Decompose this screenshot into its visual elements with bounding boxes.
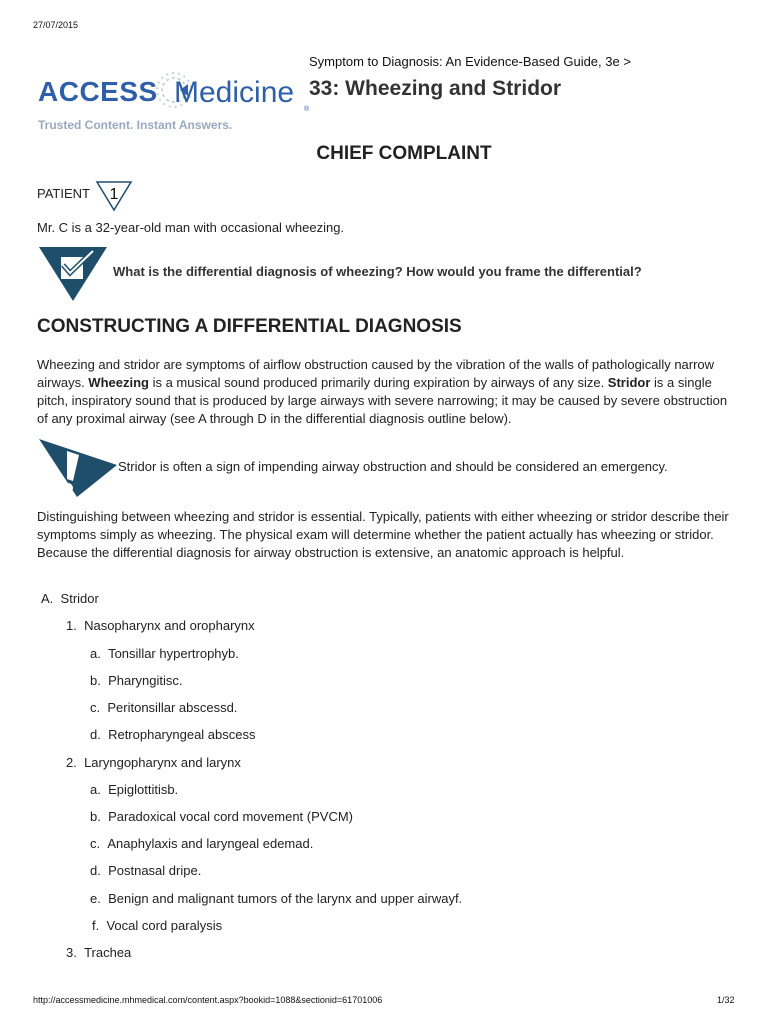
logo-tagline: Trusted Content. Instant Answers. (38, 118, 233, 132)
stridor-alert-text: Stridor is often a sign of impending airway obstruction and should be considered an emergency. (118, 459, 668, 474)
breadcrumb[interactable]: Symptom to Diagnosis: An Evidence-Based Guide, 3e > (309, 54, 631, 69)
outline-item-2b: b. Paradoxical vocal cord movement (PVCM) (90, 809, 353, 824)
ddx-heading: CONSTRUCTING A DIFFERENTIAL DIAGNOSIS (37, 316, 462, 337)
checkmark-question-icon (37, 245, 109, 303)
outline-item-1c: c. Peritonsillar abscessd. (90, 700, 238, 715)
outline-item-2d: d. Postnasal dripe. (90, 863, 202, 878)
outline-item-2: 2. Laryngopharynx and larynx (66, 755, 241, 770)
differential-question: What is the differential diagnosis of wheezing? How would you frame the differential? (113, 264, 642, 279)
outline-item-2a: a. Epiglottitisb. (90, 782, 179, 797)
outline-item-2c: c. Anaphylaxis and laryngeal edemad. (90, 836, 314, 851)
outline-item-1d: d. Retropharyngeal abscess (90, 727, 256, 742)
outline-item-1: 1. Nasopharynx and oropharynx (66, 618, 255, 633)
outline-item-2e: e. Benign and malignant tumors of the larynx and upper airwayf. (90, 891, 463, 906)
stridor-term: Stridor (607, 375, 651, 390)
chief-complaint-heading: CHIEF COMPLAINT (316, 143, 492, 164)
access-medicine-logo[interactable] (38, 68, 308, 138)
patient-number: 1 (109, 186, 119, 203)
patient-label: PATIENT (37, 186, 90, 201)
logo-access-text: ACCESS (38, 76, 158, 107)
ddx-paragraph-1: Wheezing and stridor are symptoms of airflow obstruction caused by the vibration of the walls of pathologically narrow airways. Wheezing is a musical sound produced primarily during expiration by airways of any size. Stridor is a single pitch, inspiratory sound that is produced by large airways with severe narrowing; it may be caused by severe obstruction of any proximal airway (see A through D in the differential diagnosis outline below). (37, 357, 728, 426)
outline-item-3: 3. Trachea (66, 945, 132, 960)
wheezing-term: Wheezing (88, 375, 149, 390)
page-number: 1/32 (717, 995, 735, 1005)
outline-item-1b: b. Pharyngitisc. (90, 673, 183, 688)
outline-item-1a: a. Tonsillar hypertrophyb. (90, 646, 239, 661)
print-date: 27/07/2015 (33, 20, 79, 30)
exclamation-alert-icon (37, 437, 119, 499)
footer-url[interactable]: http://accessmedicine.mhmedical.com/content.aspx?bookid=1088&sectionid=61701006 (33, 995, 383, 1005)
logo-medicine-text: Medicine (174, 76, 295, 109)
chapter-title: 33: Wheezing and Stridor (309, 77, 562, 100)
ddx-paragraph-2: Distinguishing between wheezing and stridor is essential. Typically, patients with either wheezing or stridor describe their symptoms simply as wheezing. The physical exam will determine whether the patient actually has wheezing or stridor. Because the differential diagnosis for airway obstruction is extensive, an anatomic approach is helpful. (37, 509, 729, 560)
outline-item-2f: f. Vocal cord paralysis (92, 918, 223, 933)
case-text: Mr. C is a 32-year-old man with occasional wheezing. (37, 220, 345, 235)
outline-item-a: A. Stridor (41, 591, 99, 606)
patient-number-icon (95, 180, 133, 212)
logo-registered-mark: ® (304, 106, 310, 113)
